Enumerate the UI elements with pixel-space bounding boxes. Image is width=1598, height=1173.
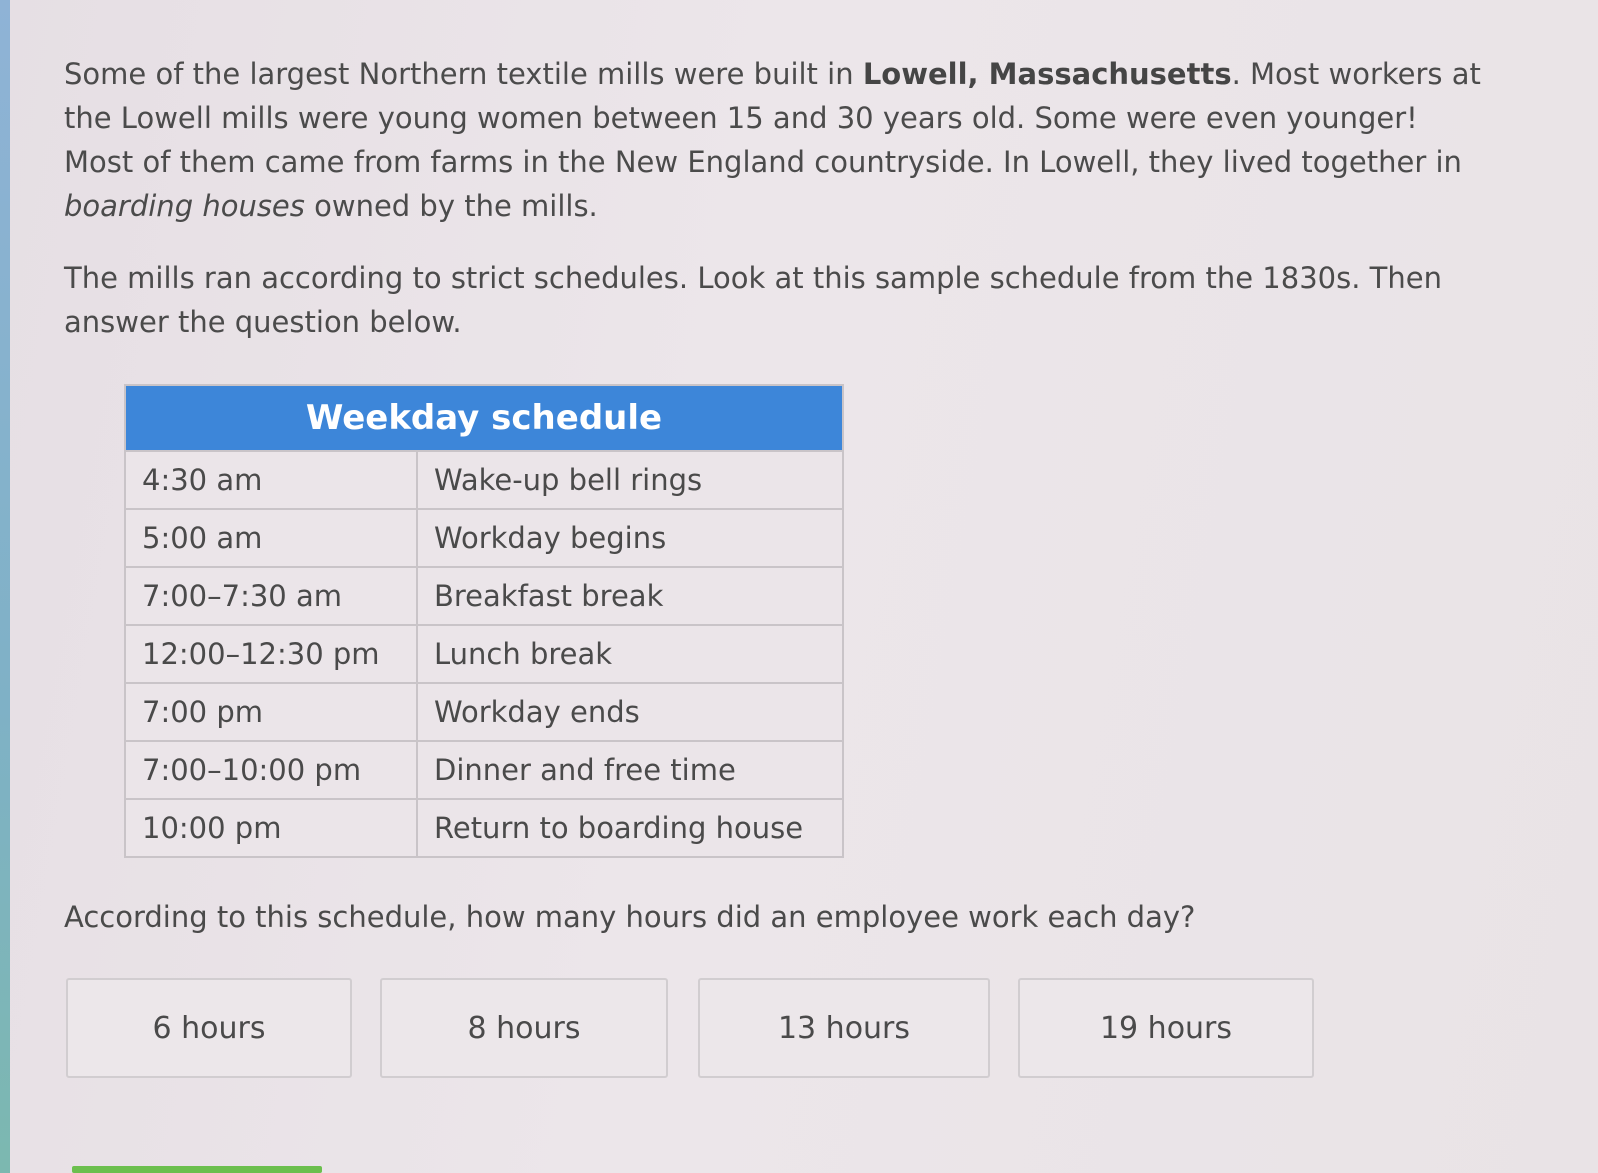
choice-label: 13 hours xyxy=(777,1010,911,1046)
event-cell: Return to boarding house xyxy=(417,799,843,857)
passage-paragraph-1 xyxy=(64,52,1484,228)
choice-label: 19 hours xyxy=(1099,1010,1233,1046)
table-row xyxy=(125,567,843,625)
event-cell: Workday begins xyxy=(417,509,843,567)
table-row xyxy=(125,683,843,741)
left-accent-stripe xyxy=(0,0,10,1173)
passage-text: owned by the mills. xyxy=(304,189,598,223)
choice-label: 6 hours xyxy=(152,1010,266,1046)
time-cell: 7:00–10:00 pm xyxy=(125,741,417,799)
time-cell: 12:00–12:30 pm xyxy=(125,625,417,683)
table-header-row xyxy=(125,385,843,451)
time-cell: 10:00 pm xyxy=(125,799,417,857)
weekday-schedule-table xyxy=(124,384,844,858)
time-cell: 4:30 am xyxy=(125,451,417,509)
table-title: Weekday schedule xyxy=(125,385,843,451)
answer-choice-19-hours[interactable] xyxy=(1018,978,1314,1078)
time-cell: 7:00–7:30 am xyxy=(125,567,417,625)
table-row xyxy=(125,625,843,683)
question-prompt: According to this schedule, how many hours did an employee work each day? xyxy=(64,900,1196,934)
table-row xyxy=(125,509,843,567)
answer-choice-13-hours[interactable] xyxy=(698,978,990,1078)
event-cell: Dinner and free time xyxy=(417,741,843,799)
passage-text: Some of the largest Northern textile mills were built in xyxy=(64,57,863,91)
event-cell: Workday ends xyxy=(417,683,843,741)
choice-label: 8 hours xyxy=(467,1010,581,1046)
submit-button-edge[interactable] xyxy=(72,1166,322,1173)
table-row xyxy=(125,451,843,509)
time-cell: 7:00 pm xyxy=(125,683,417,741)
event-cell: Breakfast break xyxy=(417,567,843,625)
event-cell: Lunch break xyxy=(417,625,843,683)
passage-italic-term: boarding houses xyxy=(64,189,305,223)
passage-text: . Most workers at the Lowell mills were young women between 15 and 30 years old. Some were even younger! Most of them came from farms in the New England countryside. In Lowell, they lived together in xyxy=(64,57,1481,179)
table-row xyxy=(125,741,843,799)
table-row xyxy=(125,799,843,857)
answer-choice-8-hours[interactable] xyxy=(380,978,668,1078)
event-cell: Wake-up bell rings xyxy=(417,451,843,509)
passage-paragraph-2: The mills ran according to strict schedules. Look at this sample schedule from the 1830s. Then answer the question below. xyxy=(64,261,1442,339)
answer-choice-6-hours[interactable] xyxy=(66,978,352,1078)
passage xyxy=(64,52,1484,344)
passage-bold-location: Lowell, Massachusetts xyxy=(862,57,1232,91)
time-cell: 5:00 am xyxy=(125,509,417,567)
